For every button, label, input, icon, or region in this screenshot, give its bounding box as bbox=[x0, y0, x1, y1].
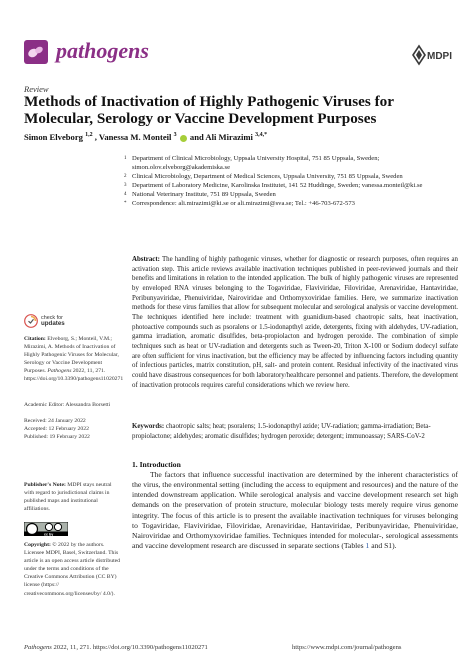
copyright-label: Copyright: bbox=[24, 542, 51, 548]
footer-doi[interactable]: 2022, 11, 271. https://doi.org/10.3390/pathogens11020271 bbox=[53, 644, 208, 651]
author-1[interactable]: Simon Elveborg bbox=[24, 132, 83, 142]
accepted-date: Accepted: 12 February 2022 bbox=[24, 426, 89, 432]
cc-label: cc by bbox=[44, 532, 54, 536]
check-line-2: updates bbox=[41, 320, 65, 327]
title-line-1: Methods of Inactivation of Highly Pathogenic Viruses for bbox=[24, 93, 394, 110]
affiliation-text: National Veterinary Institute, 751 89 Uppsala, Sweden bbox=[132, 191, 276, 198]
affiliation-text: Department of Laboratory Medicine, Karolinska Institutet, 141 52 Huddinge, Sweden; vanessa.monteil@ki.se bbox=[132, 182, 423, 189]
citation-block bbox=[24, 335, 124, 384]
affiliation-text: Clinical Microbiology, Department of Medical Sciences, Uppsala University, 751 85 Uppsala, Sweden bbox=[132, 173, 403, 180]
footer-url[interactable]: https://www.mdpi.com/journal/pathogens bbox=[292, 644, 402, 651]
intro-text-end: and S1). bbox=[369, 541, 397, 551]
check-for-updates-icon[interactable] bbox=[24, 314, 38, 328]
affiliation-number: 2 bbox=[124, 174, 127, 179]
intro-text: The factors that influence successful inactivation are determined by the inherent characteristics of the virus, the environmental setting (including the access to equipment and resources) and the nature of the intended downstream application. While serological analysis and vaccine development research set high demands on the preservation of protein structure, molecular biology tests merely require virus genome integrity. The focus of this article is to present the available inactivation techniques for viruses belonging to Togaviridae, Flaviviridae, Filoviridae, Arenaviridae, Hantaviridae, Peribunyaviridae, Phenuiviridae, Nairoviridae and Orthomyxoviridae families. Techniques intended for molecular-, serological assessments and vaccine development research are discussed in separate sections (Tables bbox=[132, 470, 458, 551]
author-3-affil: 3,4,* bbox=[255, 132, 268, 139]
academic-editor: Academic Editor: Alessandra Borsetti bbox=[24, 402, 111, 408]
copyright-block bbox=[24, 541, 121, 598]
keywords-text: chaotropic salts; heat; psoralens; 1.5-iodonapthyl azide; UV-radiation; gamma-irradiation; Beta-propiolactone; aldehydes; aromatic disulfides; hydrogen peroxide; detergent; immunoassay; SARS-CoV-2 bbox=[132, 423, 431, 440]
author-2[interactable]: , Vanessa M. Monteil bbox=[94, 132, 172, 142]
affiliation-2 bbox=[124, 173, 403, 181]
introduction-paragraph bbox=[132, 470, 458, 551]
table-link[interactable]: 1 bbox=[365, 541, 370, 551]
affiliation-text: Department of Clinical Microbiology, Uppsala University Hospital, 751 85 Uppsala, Sweden; bbox=[132, 155, 380, 162]
orcid-icon[interactable] bbox=[180, 135, 187, 142]
title-line-2: Molecular, Serology or Vaccine Development Purposes bbox=[24, 110, 377, 127]
author-list bbox=[24, 132, 454, 142]
citation-rest[interactable]: 2022, 11, 271. https://doi.org/10.3390/pathogens11020271 bbox=[24, 368, 124, 383]
affiliation-1-email bbox=[132, 164, 230, 172]
publisher-note bbox=[24, 481, 121, 513]
journal-name[interactable]: pathogens bbox=[56, 38, 149, 63]
publisher-note-text: MDPI stays neutral with regard to jurisdictional claims in published maps and institutional affiliations. bbox=[24, 482, 112, 513]
article-type: Review bbox=[24, 84, 49, 94]
article-title bbox=[24, 93, 454, 127]
author-2-affil: 3 bbox=[173, 132, 177, 139]
affiliation-number: 1 bbox=[124, 156, 127, 161]
affiliation-1 bbox=[124, 155, 380, 163]
affiliation-4 bbox=[124, 191, 276, 199]
journal-logo-icon bbox=[24, 40, 48, 64]
check-line-1: check for bbox=[41, 315, 63, 321]
footer-citation bbox=[24, 644, 208, 651]
affiliation-number: * bbox=[124, 201, 127, 206]
mdpi-logo-text: MDPI bbox=[427, 51, 452, 62]
abstract-text: The handling of highly pathogenic viruses, whether for diagnostic or research purposes, often requires an activation step. This article reviews available inactivation techniques published in peer-reviewed journals and their benefits and limitations in relation to the intended application. The bulk of highly pathogenic viruses are represented by enveloped RNA viruses belonging to the Togaviridae, Flaviviridae, Filoviridae, Arenaviridae, Hantaviridae, Peribunyaviridae, Phenuiviridae, Nairoviridae and Orthomyxoviridae families. Here, we summarize inactivation methods for these virus families that allow for subsequent molecular and serological analysis or vaccine development. The techniques identified here include: treatment with guanidium-based chaotropic salts, heat inactivation, photoactive compounds such as psoralens or 1.5-iodonapthyl azide, detergents, fixing with aldehydes, UV-radiation, gamma irradiation, aromatic disulfides, beta-propiolacton and hydrogen peroxide. The combination of simple techniques such as heat or UV-radiation and detergents such as Tween-20, Triton X-100 or Sodium dodecyl sulfate are often sufficient for virus inactivation, but the efficiency may be affected by influencing factors including quantity of infectious particles, matrix constitution, pH, salt- and protein content. Residual infectivity of the inactivated virus could have disastrous consequences for both laboratory/healthcare personnel and patients. Therefore, the development of inactivation protocols requires careful considerations which we review here. bbox=[132, 256, 458, 389]
abstract-label: Abstract: bbox=[132, 256, 160, 263]
cc-by-license-icon[interactable] bbox=[24, 522, 68, 536]
footer-journal: Pathogens bbox=[24, 644, 52, 651]
publisher-note-label: Publisher's Note: bbox=[24, 482, 66, 488]
abstract bbox=[132, 255, 458, 390]
section-heading: 1. Introduction bbox=[132, 460, 181, 469]
correspondence-text: Correspondence: ali.mirazimi@ki.se or ali.mirazimi@sva.se; Tel.: +46-703-672-573 bbox=[132, 200, 355, 207]
author-3[interactable]: and Ali Mirazimi bbox=[189, 132, 253, 142]
citation-text: Elveborg, S.; Monteil, V.M.; Mirazimi, A. Methods of Inactivation of Highly Pathogenic Viruses for Molecular, Serology or Vaccine Development Purposes. bbox=[24, 336, 119, 375]
affiliation-3 bbox=[124, 182, 423, 190]
published-date: Published: 19 February 2022 bbox=[24, 434, 90, 440]
keywords bbox=[132, 422, 458, 441]
received-date: Received: 24 January 2022 bbox=[24, 418, 86, 424]
author-1-affil: 1,2 bbox=[85, 132, 93, 139]
keywords-label: Keywords: bbox=[132, 423, 165, 430]
check-for-updates[interactable] bbox=[41, 315, 65, 327]
mdpi-logo[interactable] bbox=[410, 44, 454, 66]
affiliation-number: 4 bbox=[124, 192, 127, 197]
citation-journal: Pathogens bbox=[47, 368, 72, 375]
citation-label: Citation: bbox=[24, 336, 46, 342]
correspondence bbox=[124, 200, 355, 208]
affiliation-number: 3 bbox=[124, 183, 127, 188]
copyright-text: © 2022 by the authors. Licensee MDPI, Basel, Switzerland. This article is an open access article distributed under the terms and conditions of the Creative Commons Attribution (CC BY) license (https:// creativecommons.org/licenses/by/ 4.0/). bbox=[24, 542, 121, 597]
affiliation-email[interactable]: simon.olov.elveborg@akademiska.se bbox=[132, 164, 230, 171]
